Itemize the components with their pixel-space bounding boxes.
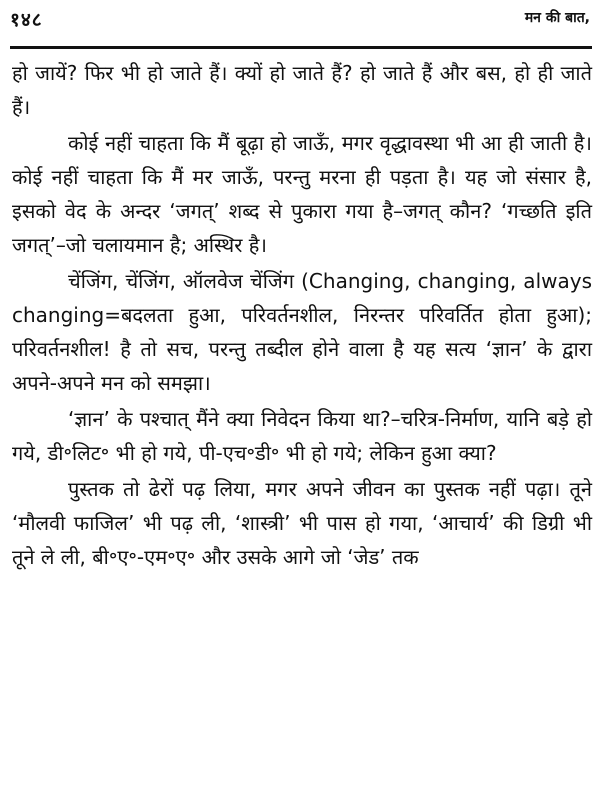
running-head: मन की बात, xyxy=(524,10,590,26)
page-number: १४८ xyxy=(10,9,43,31)
paragraph-1: हो जायें? फिर भी हो जाते हैं। क्यों हो जाते हैं? हो जाते हैं और बस, हो ही जाते हैं। xyxy=(12,61,592,119)
page-body xyxy=(12,56,592,574)
header-rule xyxy=(10,46,592,49)
paragraph-2: कोई नहीं चाहता कि मैं बूढ़ा हो जाऊँ, मगर वृद्धावस्था भी आ ही जाती है। कोई नहीं चाहता कि मैं मर जाऊँ, परन्तु मरना ही पड़ता है। यह जो संसार है, इसको वेद के अन्दर ‘जगत्’ शब्द से पुकारा गया है–जगत् कौन? ‘गच्छति इति जगत्’–जो चलायमान है; अस्थिर है। xyxy=(12,131,592,257)
page-header xyxy=(10,6,590,46)
paragraph-5: पुस्तक तो ढेरों पढ़ लिया, मगर अपने जीवन का पुस्तक नहीं पढ़ा। तूने ‘मौलवी फाजिल’ भी पढ़ ली, ‘शास्त्री’ भी पास हो गया, ‘आचार्य’ की डिग्री भी तूने ले ली, बी॰ए॰-एम॰ए॰ और उसके आगे जो ‘जेड’ तक xyxy=(12,477,592,569)
paragraph-4: ‘ज्ञान’ के पश्चात् मैंने क्या निवेदन किया था?–चरित्र-निर्माण, यानि बड़े हो गये, डी॰लिट॰ भी हो गये, पी-एच॰डी॰ भी हो गये; लेकिन हुआ क्या? xyxy=(12,407,592,465)
paragraph-3: चेंजिंग, चेंजिंग, ऑलवेज चेंजिंग (Changing, changing, always changing=बदलता हुआ, परिवर्तनशील, निरन्तर परिवर्तित होता हुआ); परिवर्तनशील! है तो सच, परन्तु तब्दील होने वाला है यह सत्य ‘ज्ञान’ के द्वारा अपने-अपने मन को समझा। xyxy=(12,269,592,395)
